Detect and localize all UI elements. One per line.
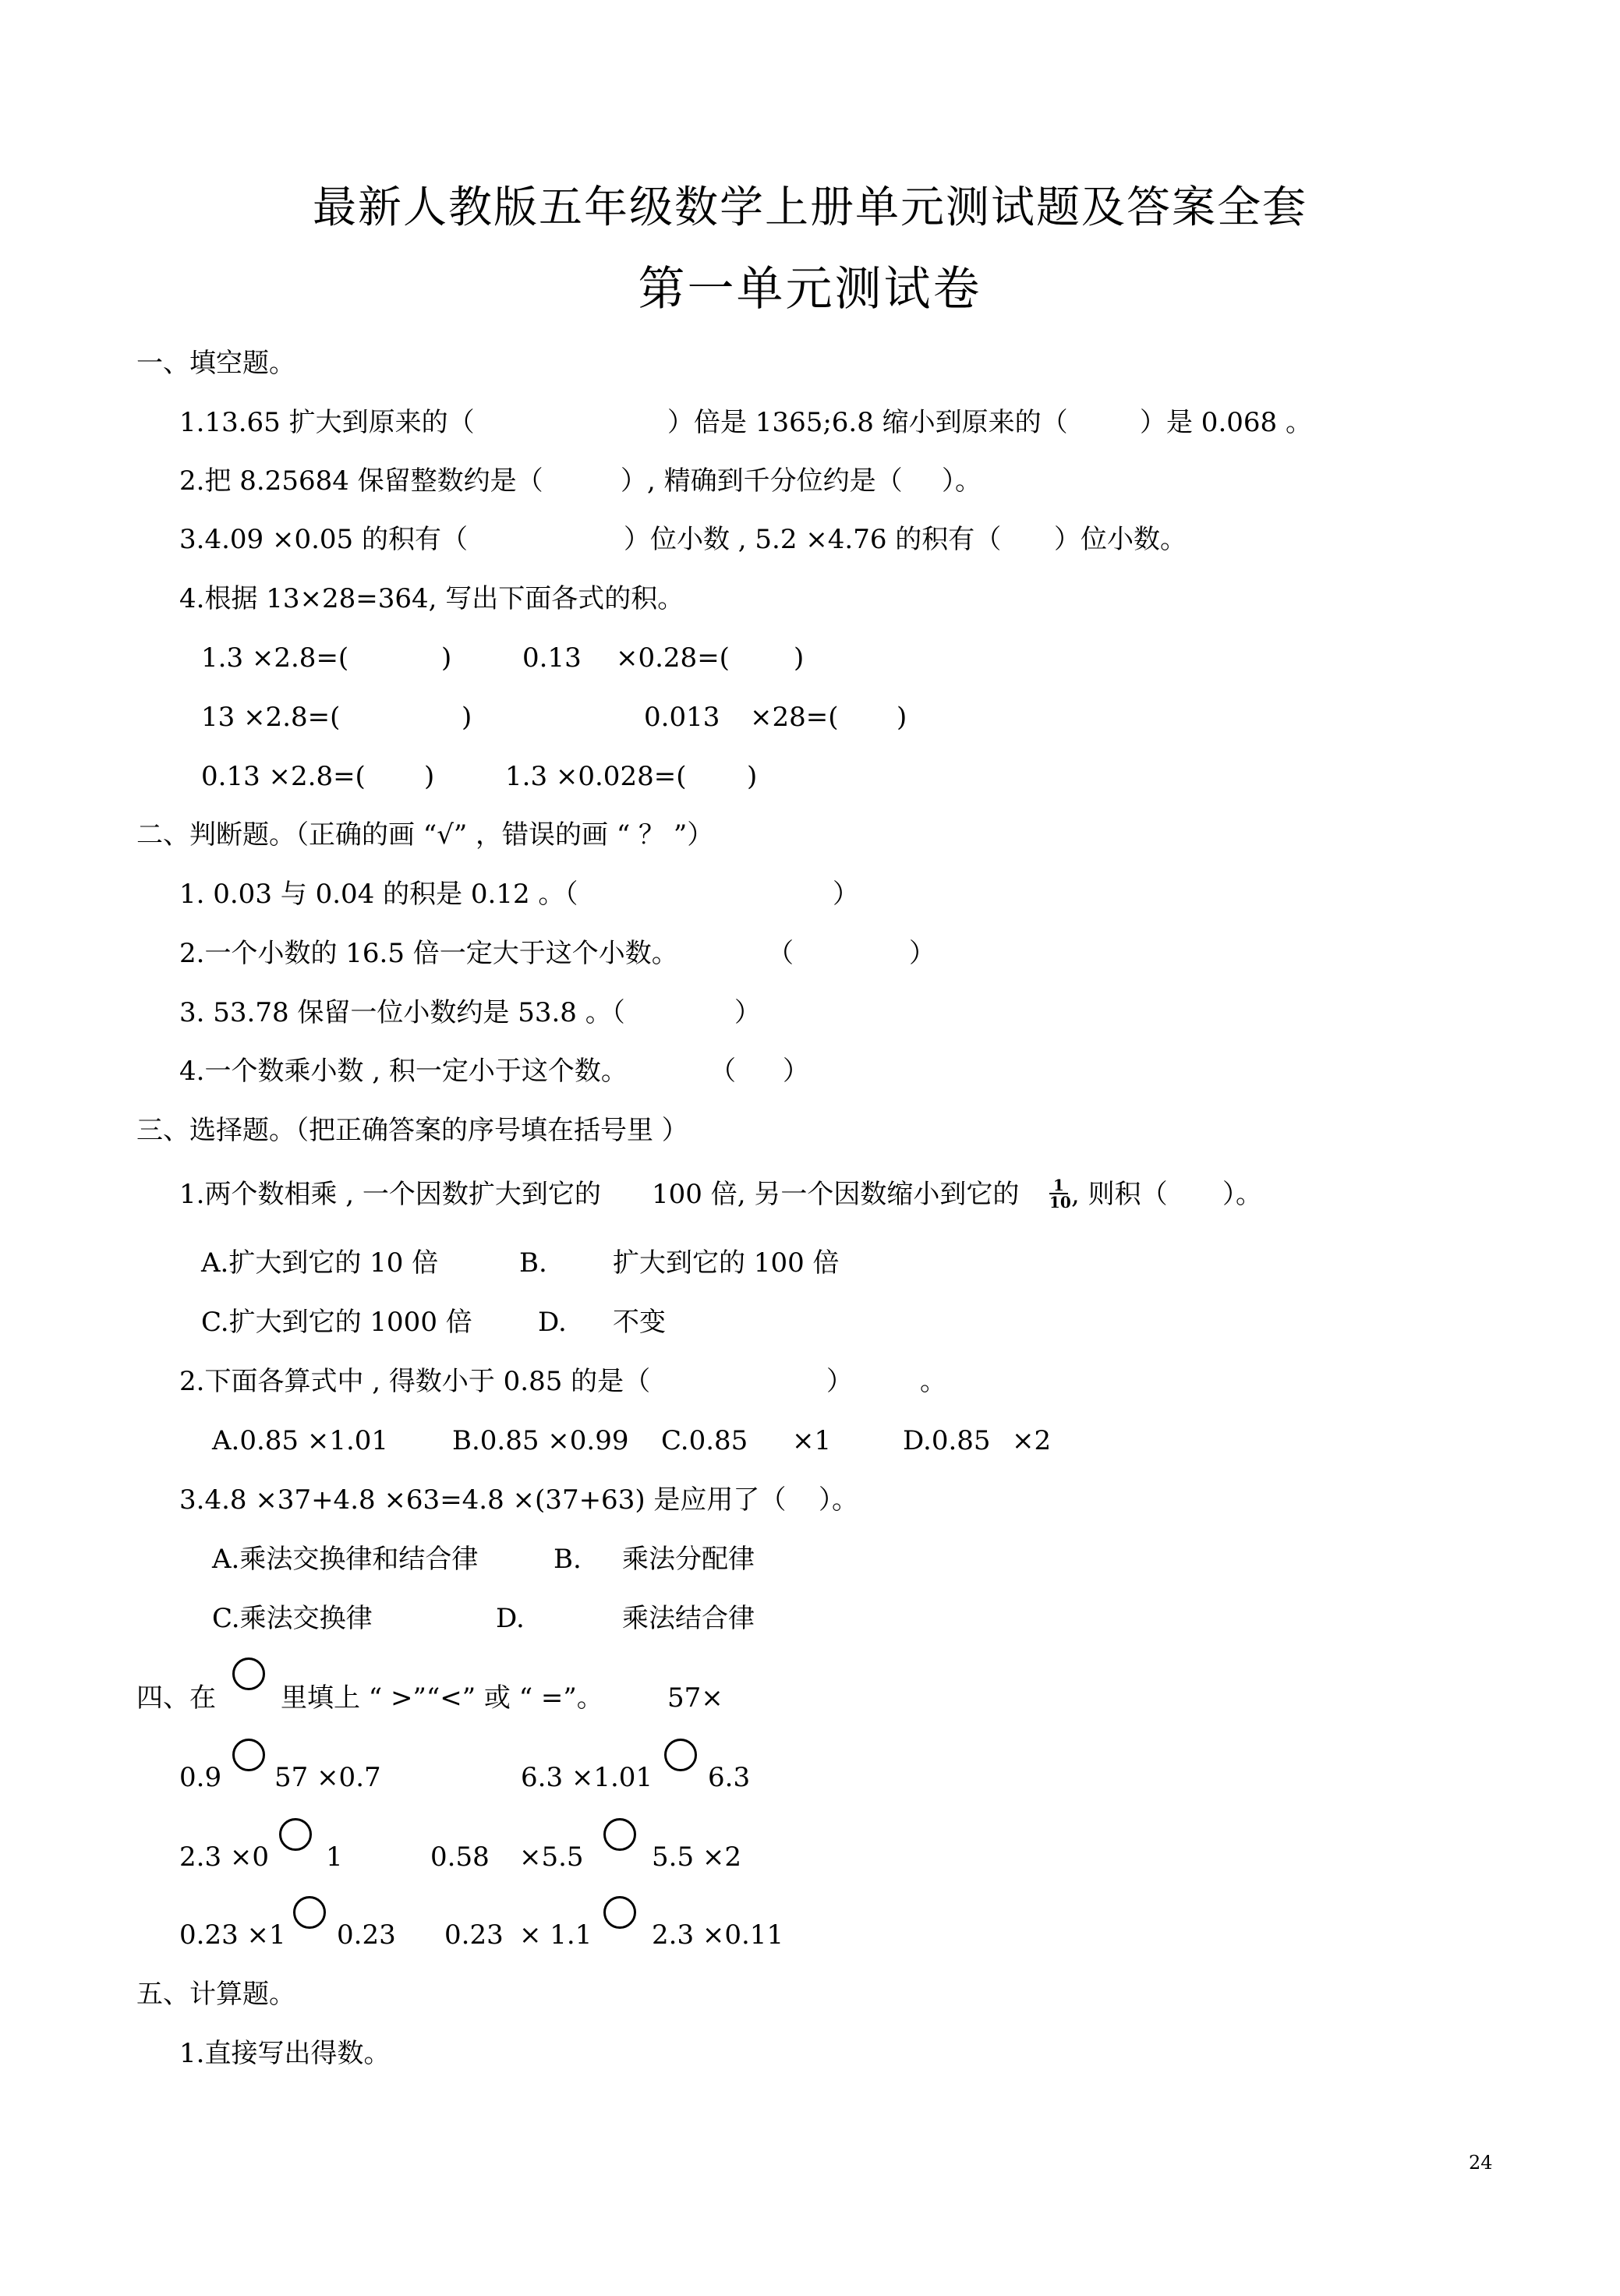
choice-q2-option-c: C.0.85 <box>661 1425 748 1456</box>
fill-q4-item: 0.013 <box>644 702 720 733</box>
fraction-one-tenth <box>1049 1176 1071 1212</box>
section-compare-heading-a: 四、在 <box>136 1682 216 1714</box>
answer-circle-icon[interactable] <box>232 1657 265 1690</box>
compare-left: 0.58 <box>430 1841 490 1873</box>
fill-q4-item-close: ) <box>441 642 452 674</box>
compare-left: 0.23 <box>444 1919 504 1951</box>
choice-q2-part-a: 2.下面各算式中 , 得数小于 0.85 的是（ <box>179 1366 651 1397</box>
choice-q3-part-a: 3.4.8 ×37+4.8 ×63=4.8 ×(37+63) 是应用了（ <box>179 1484 787 1516</box>
answer-circle-icon[interactable] <box>603 1896 636 1929</box>
fill-q2-part-c: ）。 <box>942 465 982 497</box>
choice-q1-part-a: 1.两个数相乘 , 一个因数扩大到它的 <box>179 1179 601 1210</box>
fill-q3-part-a: 3.4.09 ×0.05 的积有（ <box>179 524 468 555</box>
compare-right: 1 <box>326 1841 343 1873</box>
choice-q3-option-b-text: 乘法分配律 <box>622 1544 755 1575</box>
choice-q1-part-b: 100 倍, 另一个因数缩小到它的 <box>652 1179 1020 1210</box>
section-choice-heading: 三、选择题。（把正确答案的序号填在括号里 ） <box>136 1115 688 1146</box>
compare-right: 5.5 ×2 <box>652 1841 741 1873</box>
section-calc-heading: 五、计算题。 <box>136 1979 295 2010</box>
judge-item-4-close: ） <box>783 1056 809 1087</box>
section-judge-heading: 二、判断题。（正确的画 “√” ，错误的画 “ ？ ”） <box>136 819 714 851</box>
choice-q1-part-c: , 则积（ <box>1071 1179 1168 1210</box>
section-fill-heading: 一、填空题。 <box>136 348 295 379</box>
fill-q3-part-b: ）位小数 , 5.2 ×4.76 的积有（ <box>624 524 1002 555</box>
page-number: 24 <box>1469 2152 1493 2174</box>
choice-q2-option-c-tail: ×1 <box>792 1425 832 1456</box>
choice-q1-part-d: ）。 <box>1222 1179 1262 1210</box>
fill-q4-item: 1.3 ×0.028=( <box>505 761 687 792</box>
fill-q4-item-close: ) <box>897 702 907 733</box>
compare-left-factor: × 1.1 <box>519 1919 592 1951</box>
fill-q4-item: ×28=( <box>750 702 839 733</box>
choice-q1-option-d-text: 不变 <box>613 1307 666 1338</box>
compare-right: 2.3 ×0.11 <box>652 1919 784 1951</box>
judge-item-2-close: ） <box>909 938 936 969</box>
fill-q4-item-close: ) <box>462 702 472 733</box>
choice-q1-option-b-letter: B. <box>519 1247 547 1279</box>
choice-q1-option-b-text: 扩大到它的 100 倍 <box>613 1247 840 1279</box>
fill-q1-part-a: 1.13.65 扩大到原来的（ <box>179 407 475 438</box>
fill-q1-part-b: ）倍是 1365;6.8 缩小到原来的（ <box>667 407 1068 438</box>
judge-item-2: 2.一个小数的 16.5 倍一定大于这个小数。 <box>179 938 678 969</box>
choice-q3-option-a: A.乘法交换律和结合律 <box>212 1544 479 1575</box>
fill-q4-item-close: ) <box>794 642 805 674</box>
fill-q4-item: 13 ×2.8=( <box>201 702 341 733</box>
fraction-denominator: 10 <box>1049 1193 1071 1212</box>
answer-circle-icon[interactable] <box>232 1739 265 1771</box>
choice-q3-option-d-letter: D. <box>496 1603 525 1634</box>
choice-q2-option-d: D.0.85 <box>903 1425 991 1456</box>
compare-left: 6.3 ×1.01 <box>521 1762 653 1793</box>
choice-q1-option-d-letter: D. <box>538 1307 567 1338</box>
judge-item-3: 3. 53.78 保留一位小数约是 53.8 。（ <box>179 997 625 1028</box>
compare-right: 0.23 <box>337 1919 396 1951</box>
compare-left-factor: ×5.5 <box>519 1841 584 1873</box>
section-compare-heading-c: 57× <box>667 1682 723 1714</box>
choice-q1-option-a: A.扩大到它的 10 倍 <box>201 1247 439 1279</box>
choice-q3-option-c: C.乘法交换律 <box>212 1603 373 1634</box>
fill-q4-item-close: ) <box>424 761 435 792</box>
compare-right: 57 ×0.7 <box>274 1762 381 1793</box>
choice-q2-option-a: A.0.85 ×1.01 <box>212 1425 389 1456</box>
fill-q4-item: ×0.28=( <box>616 642 730 674</box>
choice-q2-part-c: 。 <box>920 1366 946 1397</box>
choice-q2-part-b: ） <box>826 1366 853 1397</box>
section-compare-heading-b: 里填上 “ >”“<” 或 “ =”。 <box>281 1682 603 1714</box>
fill-q2-part-b: ）, 精确到千分位约是（ <box>621 465 903 497</box>
fill-q4-item: 0.13 <box>522 642 582 674</box>
fill-q4-item: 0.13 ×2.8=( <box>201 761 366 792</box>
calc-q1: 1.直接写出得数。 <box>179 2038 391 2069</box>
choice-q3-option-d-text: 乘法结合律 <box>622 1603 755 1634</box>
fill-q4-item-close: ) <box>747 761 758 792</box>
compare-right: 6.3 <box>708 1762 751 1793</box>
unit-title: 第一单元测试卷 <box>638 262 982 317</box>
compare-left: 0.23 ×1 <box>179 1919 286 1951</box>
judge-item-4-open: （ <box>709 1056 736 1087</box>
judge-item-1-close: ） <box>833 879 859 910</box>
judge-item-1: 1. 0.03 与 0.04 的积是 0.12 。（ <box>179 879 578 910</box>
judge-item-2-open: （ <box>767 938 794 969</box>
fill-q4-text: 4.根据 13×28=364, 写出下面各式的积。 <box>179 583 684 614</box>
fill-q3-part-c: ）位小数。 <box>1054 524 1187 555</box>
choice-q2-option-b: B.0.85 ×0.99 <box>452 1425 629 1456</box>
answer-circle-icon[interactable] <box>603 1818 636 1851</box>
fill-q2-part-a: 2.把 8.25684 保留整数约是（ <box>179 465 543 497</box>
judge-item-3-close: ） <box>734 997 761 1028</box>
fill-q1-part-c: ）是 0.068 。 <box>1140 407 1312 438</box>
fraction-numerator: 1 <box>1053 1176 1064 1194</box>
document-title: 最新人教版五年级数学上册单元测试题及答案全套 <box>313 182 1307 233</box>
choice-q2-option-d-tail: ×2 <box>1012 1425 1052 1456</box>
answer-circle-icon[interactable] <box>293 1896 326 1929</box>
answer-circle-icon[interactable] <box>664 1739 697 1771</box>
fill-q4-item: 1.3 ×2.8=( <box>201 642 349 674</box>
choice-q3-option-b-letter: B. <box>554 1544 582 1575</box>
answer-circle-icon[interactable] <box>279 1818 312 1851</box>
judge-item-4: 4.一个数乘小数 , 积一定小于这个数。 <box>179 1056 628 1087</box>
choice-q3-part-b: ）。 <box>819 1484 858 1516</box>
compare-left: 2.3 ×0 <box>179 1841 269 1873</box>
compare-left: 0.9 <box>179 1762 222 1793</box>
choice-q1-option-c: C.扩大到它的 1000 倍 <box>201 1307 472 1338</box>
